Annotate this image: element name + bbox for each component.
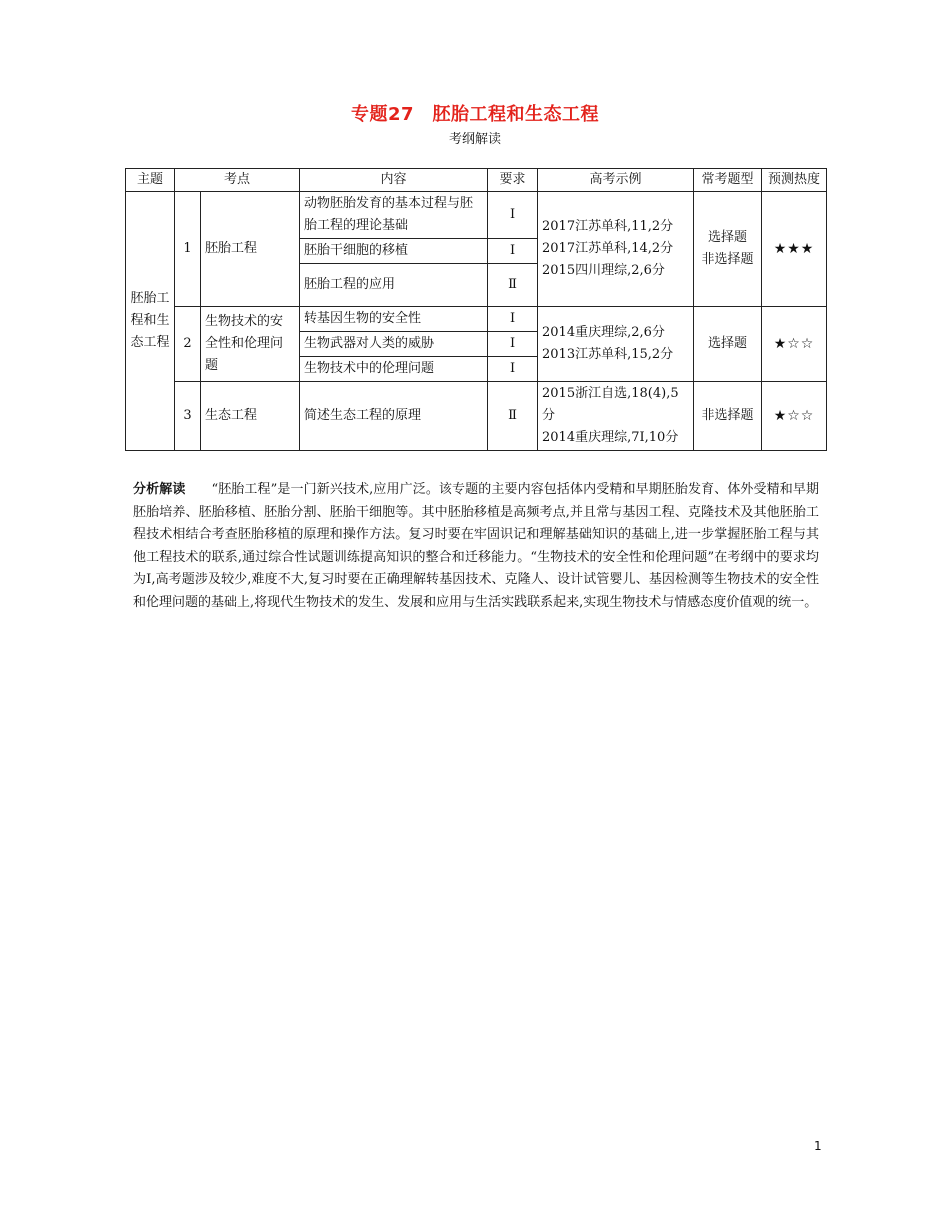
header-question-type: 常考题型 [694,169,762,192]
theme-cell: 胚胎工程和生态工程 [126,192,175,451]
header-theme: 主题 [126,169,175,192]
content-cell: 胚胎干细胞的移植 [300,239,488,264]
content-cell: 动物胚胎发育的基本过程与胚胎工程的理论基础 [300,192,488,239]
document-title: 专题27 胚胎工程和生态工程 [350,104,600,125]
requirement-cell: Ⅱ [488,382,538,451]
analysis-text: “胚胎工程”是一门新兴技术,应用广泛。该专题的主要内容包括体内受精和早期胚胎发育、体外受精和早期胚胎培养、胚胎移植、胚胎分割、胚胎干细胞等。其中胚胎移植是高频考点,并且常与基因工程、克隆技术及其他胚胎工程技术相结合考查胚胎移植的原理和操作方法。复习时要在牢固识记和理解基础知识的基础上,进一步掌握胚胎工程与其他工程技术的联系,通过综合性试题训练提高知识的整合和迁移能力。“生物技术的安全性和伦理问题”在考纲中的要求均为Ⅰ,高考题涉及较少,难度不大,复习时要在正确理解转基因技术、克隆人、设计试管婴儿、基因检测等生物技术的安全性和伦理问题的基础上,将现代生物技术的发生、发展和应用与生活实践联系起来,实现生物技术与情感态度价值观的统一。 [133,482,819,610]
examples-cell: 2015浙江自选,18(4),5分 2014重庆理综,7Ⅰ,10分 [538,382,694,451]
content-cell: 生物武器对人类的威胁 [300,332,488,357]
requirement-cell: Ⅰ [488,192,538,239]
question-type-cell: 非选择题 [694,382,762,451]
analysis-paragraph [133,479,819,614]
header-content: 内容 [300,169,488,192]
point-name: 生态工程 [201,382,300,451]
requirement-cell: Ⅱ [488,264,538,307]
question-type-cell: 选择题 非选择题 [694,192,762,307]
table-row [126,382,827,451]
heat-rating: ★☆☆ [762,307,827,382]
content-cell: 生物技术中的伦理问题 [300,357,488,382]
point-name: 生物技术的安全性和伦理问题 [201,307,300,382]
point-number: 2 [175,307,201,382]
question-type-cell: 选择题 [694,307,762,382]
content-cell: 转基因生物的安全性 [300,307,488,332]
content-cell: 胚胎工程的应用 [300,264,488,307]
point-name: 胚胎工程 [201,192,300,307]
header-requirement: 要求 [488,169,538,192]
requirement-cell: Ⅰ [488,332,538,357]
page-number: 1 [814,1139,822,1153]
table-row [126,192,827,239]
header-examples: 高考示例 [538,169,694,192]
analysis-label: 分析解读 [133,482,186,497]
table-row [126,307,827,332]
table-header-row [126,169,827,192]
content-cell: 简述生态工程的原理 [300,382,488,451]
heat-rating: ★☆☆ [762,382,827,451]
heat-rating: ★★★ [762,192,827,307]
header-heat: 预测热度 [762,169,827,192]
header-point: 考点 [175,169,300,192]
point-number: 3 [175,382,201,451]
point-number: 1 [175,192,201,307]
requirement-cell: Ⅰ [488,239,538,264]
syllabus-table [125,168,827,451]
requirement-cell: Ⅰ [488,357,538,382]
requirement-cell: Ⅰ [488,307,538,332]
examples-cell: 2017江苏单科,11,2分 2017江苏单科,14,2分 2015四川理综,2,6分 [538,192,694,307]
examples-cell: 2014重庆理综,2,6分 2013江苏单科,15,2分 [538,307,694,382]
document-subtitle: 考纲解读 [448,132,501,147]
